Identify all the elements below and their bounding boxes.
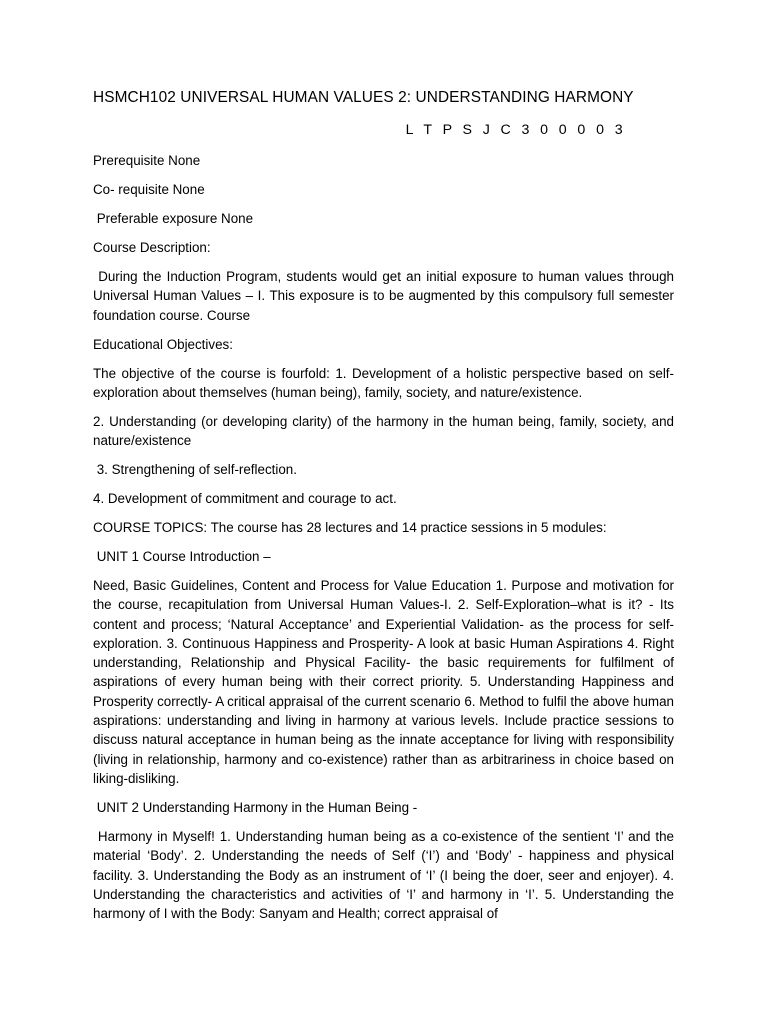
course-description-heading: Course Description: (93, 239, 211, 255)
unit2-paragraph: Harmony in Myself! 1. Understanding human being as a co-existence of the sentient ‘I’ and the material ‘Body’. 2. Understanding the needs of Self (‘I’) and ‘Body’ - happiness and physical facility. 3. Understanding the Body as an instrument of ‘I’ (I being the doer, seer and enjoyer). 4. Understanding the characteristics and activities of ‘I’ and harmony in ‘I’. 5. Understanding the harmony of I with the Body: Sanyam and Health; correct appraisal of (93, 828, 678, 922)
objective-3-line: 3. Strengthening of self-reflection. (93, 462, 297, 478)
unit2-heading: UNIT 2 Understanding Harmony in the Human Being - (93, 799, 418, 815)
unit1-heading: UNIT 1 Course Introduction – (93, 549, 271, 565)
ltpsjc-credits: L T P S J C 3 0 0 0 0 3 (405, 122, 626, 138)
document-body (93, 151, 678, 923)
corequisite-line: Co- requisite None (93, 181, 205, 197)
course-description-paragraph: During the Induction Program, students would get an initial exposure to human values through Universal Human Values – I. This exposure is to be augmented by this compulsory full semester foundation course. Course (93, 268, 678, 323)
prerequisite-line: Prerequisite None (93, 153, 201, 168)
course-topics-line: COURSE TOPICS: The course has 28 lectures and 14 practice sessions in 5 modules: (93, 520, 607, 536)
objective-4-line: 4. Development of commitment and courage to act. (93, 491, 397, 507)
objective-main-paragraph: The objective of the course is fourfold: 1. Development of a holistic perspective based on self- exploration about themselves (human being), family, society, and nature/existence. (93, 365, 674, 400)
objectives-heading: Educational Objectives: (93, 336, 233, 352)
course-title: HSMCH102 UNIVERSAL HUMAN VALUES 2: UNDERSTANDING HARMONY (93, 89, 634, 106)
preferable-exposure-line: Preferable exposure None (93, 210, 254, 226)
unit1-paragraph: Need, Basic Guidelines, Content and Process for Value Education 1. Purpose and motivation for the course, recapitulation from Universal Human Values-I. 2. Self-Exploration–what is it? - Its content and process; ‘Natural Acceptance’ and Experiential Validation- as the process for self-exploration. 3. Continuous Happiness and Prosperity- A look at basic Human Aspirations 4. Right understanding, Relationship and Physical Facility- the basic requirements for fulfilment of aspirations of every human being with their correct priority. 5. Understanding Happiness and Prosperity correctly- A critical appraisal of the current scenario 6. Method to fulfil the above human aspirations: understanding and living in harmony at various levels. Include practice sessions to discuss natural acceptance in human being as the innate acceptance for living with responsibility (living in relationship, harmony and co-existence) rather than as arbitrariness in choice based on liking-disliking. (93, 578, 674, 786)
objective-2-paragraph: 2. Understanding (or developing clarity) of the harmony in the human being, family, society, and nature/existence (93, 413, 674, 449)
